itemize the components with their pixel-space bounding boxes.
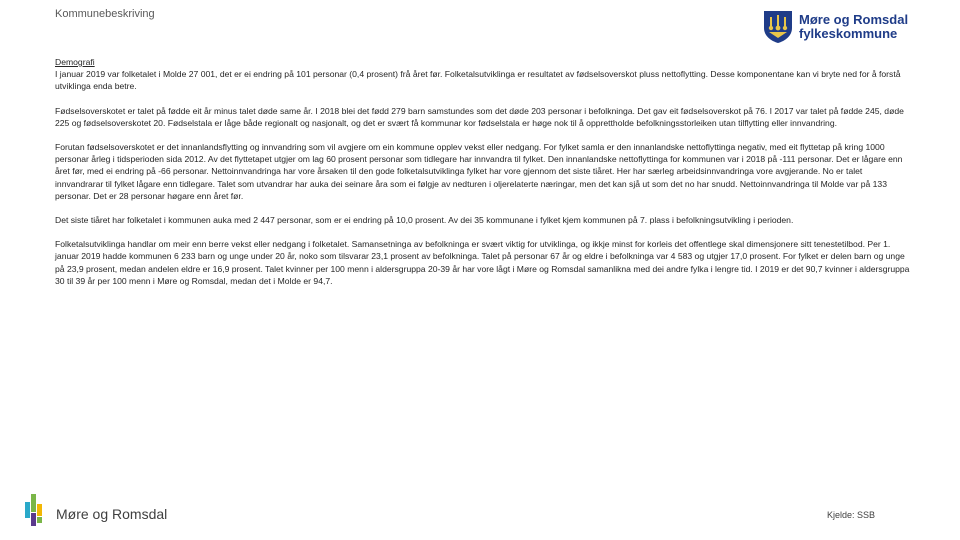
county-logo-line1: Møre og Romsdal	[799, 12, 909, 27]
county-shield-icon	[763, 10, 793, 44]
county-logo-text	[799, 13, 908, 41]
document-body	[55, 56, 910, 299]
county-logo	[763, 10, 908, 44]
paragraph-birth-surplus: Fødselsoverskotet er talet på fødde eit år minus talet døde same år. I 2018 blei det fødd 279 barn samstundes som det døde 203 personar i befolkninga. Det gav eit fødselsoverskot på 76. I 2017 var talet på fødde 245, døde 225 og fødselsoverskotet 20. Fødselstala er låge både regionalt og nasjonalt, og det er svært få kommunar kor fødselstala er høge nok til å opprettholde befolkningsstorleiken utan tilflytting eller innvandring.	[55, 105, 904, 128]
county-logo-line2: fylkeskommune	[799, 26, 898, 41]
section-title: Demografi	[55, 57, 95, 67]
document-header: Kommunebeskriving	[55, 8, 155, 20]
paragraph-migration: Forutan fødselsoverskotet er det innanlandsflytting og innvandring som vil avgjere om ein kommune opplev vekst eller nedgang. For fylket samla er den innanlandske nettoflyttinga negativ, med eit flyttetap på kring 1000 personar årleg i tidsperioden sida 2012. Av det flyttetapet utgjer om lag 60 prosent personar som tidlegare har innvandra til fylket. Den innanlandske nettoflyttinga for kommunen var i 2018 på -111 personar. Det er lågare enn året før, med ei endring på -66 personar. Nettoinnvandringa har vore årsaken til den gode folketalsutviklinga fylket har vore gjennom det siste tiåret. Her har særleg arbeidsinnvandringa vore avgjerande. No er talet innvandrarar til fylket lågare enn tidlegare. Talet som utvandrar har auka dei seinare åra som ei følgje av nedturen i oljerelaterte næringar, men det kan sjå ut som det no har snudd. Nettoinnvandringa til Molde var på 133 personar. Det er 28 personar høgare enn året før.	[55, 142, 903, 201]
paragraph-decade-growth: Det siste tiåret har folketalet i kommunen auka med 2 447 personar, som er ei endring på 10,0 prosent. Av dei 35 kommunane i fylket kjem kommunen på 7. plass i befolkningsutvikling i perioden.	[55, 215, 794, 226]
paragraph-population: I januar 2019 var folketalet i Molde 27 001, det er ei endring på 101 personar (0,4 prosent) frå året før. Folketalsutviklinga er resultatet av fødselsoverskot pluss nettoflytting. Desse komponentane kan vi bryte ned for å forstå utviklinga enda betre.	[55, 69, 901, 92]
footer-brand-name: Møre og Romsdal	[56, 506, 168, 522]
source-note: Kjelde: SSB	[827, 510, 876, 520]
footer-brand-logo-icon	[25, 494, 43, 526]
paragraph-composition: Folketalsutviklinga handlar om meir enn berre vekst eller nedgang i folketalet. Samansetninga av befolkninga er svært viktig for utviklinga, og ikkje minst for korleis det offentlege skal dimensjonere sitt tenestetilbod. Per 1. januar 2019 hadde kommunen 6 233 barn og unge under 20 år, noko som tilsvarar 23,1 prosent av befolkninga. Talet på personar 67 år og eldre i befolkninga var 4 583 og utgjer 17,0 prosent. For fylket er delen barn og unge på 23,9 prosent, medan andelen eldre er 16,9 prosent. Talet kvinner per 100 menn i aldersgruppa 20-39 år har vore lågt i Møre og Romsdal samanlikna med dei andre fylka i lengre tid. I 2019 er det 90,7 kvinner i aldersgruppa 30 til 39 år per 100 menn i Møre og Romsdal, medan det i Molde er 94,7.	[55, 239, 910, 286]
